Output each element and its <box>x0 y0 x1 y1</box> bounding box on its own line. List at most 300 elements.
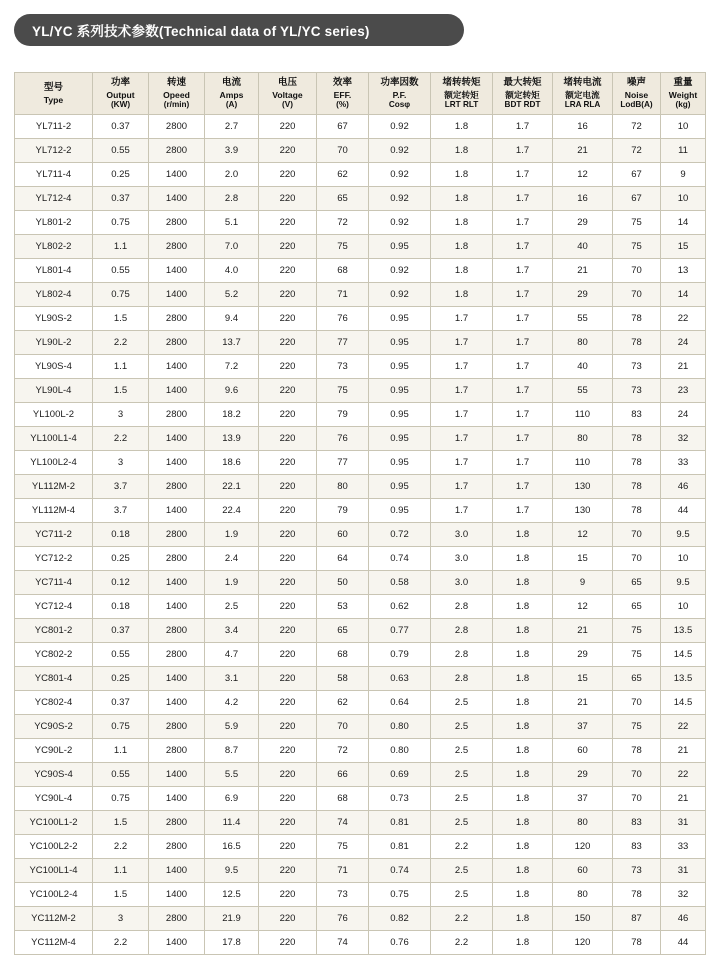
table-cell: 2800 <box>149 835 205 859</box>
table-cell: 77 <box>317 331 369 355</box>
table-cell: 220 <box>259 763 317 787</box>
column-header-en: Weight <box>668 89 698 100</box>
cell-model: YL712-4 <box>15 187 93 211</box>
table-cell: 67 <box>613 187 661 211</box>
table-cell: 72 <box>613 139 661 163</box>
table-cell: 0.25 <box>93 163 149 187</box>
table-cell: 62 <box>317 691 369 715</box>
table-cell: 1.1 <box>93 739 149 763</box>
table-cell: 0.75 <box>369 883 431 907</box>
table-cell: 2800 <box>149 619 205 643</box>
table-row <box>15 403 706 427</box>
column-header-unit: (%) <box>336 100 349 110</box>
table-cell: 1.8 <box>493 787 553 811</box>
table-cell: 220 <box>259 139 317 163</box>
table-cell: 4.2 <box>205 691 259 715</box>
column-header-10 <box>613 73 661 115</box>
table-cell: 220 <box>259 187 317 211</box>
table-row <box>15 331 706 355</box>
table-cell: 1.7 <box>431 427 493 451</box>
table-row <box>15 427 706 451</box>
table-cell: 2800 <box>149 739 205 763</box>
table-cell: 78 <box>613 499 661 523</box>
table-cell: 68 <box>317 259 369 283</box>
table-cell: 130 <box>553 499 613 523</box>
table-cell: 1.7 <box>431 379 493 403</box>
column-header-4 <box>259 73 317 115</box>
table-cell: 1.8 <box>431 163 493 187</box>
table-row <box>15 355 706 379</box>
table-cell: 2800 <box>149 523 205 547</box>
table-cell: 1.1 <box>93 235 149 259</box>
table-cell: 0.95 <box>369 475 431 499</box>
table-row <box>15 763 706 787</box>
table-row <box>15 931 706 955</box>
table-cell: 70 <box>613 691 661 715</box>
table-cell: 70 <box>613 547 661 571</box>
table-cell: 0.80 <box>369 739 431 763</box>
table-cell: 15 <box>661 235 706 259</box>
table-cell: 75 <box>613 715 661 739</box>
table-row <box>15 499 706 523</box>
table-cell: 0.37 <box>93 187 149 211</box>
table-cell: 220 <box>259 859 317 883</box>
column-header-cn: 型号 <box>43 82 63 93</box>
table-cell: 7.0 <box>205 235 259 259</box>
table-cell: 87 <box>613 907 661 931</box>
cell-model: YL90S-2 <box>15 307 93 331</box>
column-header-en: Noise <box>624 89 649 100</box>
table-cell: 78 <box>613 739 661 763</box>
table-cell: 10 <box>661 115 706 139</box>
table-cell: 1.5 <box>93 307 149 331</box>
table-cell: 3.9 <box>205 139 259 163</box>
column-header-unit: (A) <box>225 100 238 110</box>
table-cell: 1400 <box>149 427 205 451</box>
table-cell: 220 <box>259 115 317 139</box>
column-header-7 <box>431 73 493 115</box>
table-cell: 4.0 <box>205 259 259 283</box>
table-cell: 1400 <box>149 931 205 955</box>
table-cell: 220 <box>259 595 317 619</box>
table-cell: 1.7 <box>431 355 493 379</box>
column-header-cn: 电流 <box>221 77 241 88</box>
table-cell: 12 <box>553 523 613 547</box>
table-cell: 2.0 <box>205 163 259 187</box>
table-cell: 1.8 <box>493 691 553 715</box>
table-cell: 2.2 <box>93 835 149 859</box>
table-cell: 1.8 <box>493 907 553 931</box>
table-cell: 78 <box>613 427 661 451</box>
table-cell: 72 <box>317 739 369 763</box>
table-cell: 1.8 <box>493 547 553 571</box>
table-cell: 75 <box>613 211 661 235</box>
table-cell: 220 <box>259 787 317 811</box>
table-cell: 2.5 <box>431 811 493 835</box>
table-cell: 68 <box>317 643 369 667</box>
table-cell: 2.2 <box>431 931 493 955</box>
table-row <box>15 907 706 931</box>
table-cell: 2800 <box>149 643 205 667</box>
table-cell: 68 <box>317 787 369 811</box>
column-header-en: 额定转矩 <box>444 89 479 100</box>
table-cell: 13.5 <box>661 619 706 643</box>
table-cell: 1.7 <box>431 451 493 475</box>
cell-model: YC712-4 <box>15 595 93 619</box>
table-cell: 21 <box>553 619 613 643</box>
table-cell: 76 <box>317 307 369 331</box>
table-cell: 3.0 <box>431 547 493 571</box>
table-cell: 1.8 <box>493 763 553 787</box>
table-cell: 37 <box>553 715 613 739</box>
table-cell: 2800 <box>149 211 205 235</box>
cell-model: YC90L-4 <box>15 787 93 811</box>
table-row <box>15 115 706 139</box>
table-cell: 10 <box>661 547 706 571</box>
table-cell: 0.92 <box>369 187 431 211</box>
table-cell: 65 <box>613 595 661 619</box>
table-cell: 75 <box>613 643 661 667</box>
table-cell: 65 <box>613 571 661 595</box>
table-cell: 0.95 <box>369 451 431 475</box>
table-cell: 13.9 <box>205 427 259 451</box>
table-cell: 22 <box>661 763 706 787</box>
table-cell: 1.7 <box>493 379 553 403</box>
table-cell: 74 <box>317 811 369 835</box>
table-cell: 1.7 <box>493 475 553 499</box>
table-cell: 220 <box>259 235 317 259</box>
table-row <box>15 643 706 667</box>
table-cell: 13 <box>661 259 706 283</box>
table-cell: 14 <box>661 283 706 307</box>
table-cell: 1.7 <box>493 499 553 523</box>
table-cell: 3.7 <box>93 499 149 523</box>
table-cell: 1.8 <box>431 259 493 283</box>
table-cell: 1.7 <box>493 187 553 211</box>
table-cell: 3.4 <box>205 619 259 643</box>
cell-model: YL802-4 <box>15 283 93 307</box>
table-cell: 0.37 <box>93 691 149 715</box>
table-cell: 2.2 <box>431 907 493 931</box>
cell-model: YC90S-4 <box>15 763 93 787</box>
table-cell: 24 <box>661 331 706 355</box>
table-row <box>15 667 706 691</box>
cell-model: YL112M-4 <box>15 499 93 523</box>
table-cell: 1400 <box>149 595 205 619</box>
table-row <box>15 739 706 763</box>
table-cell: 0.92 <box>369 259 431 283</box>
table-cell: 1400 <box>149 763 205 787</box>
table-cell: 120 <box>553 835 613 859</box>
table-cell: 17.8 <box>205 931 259 955</box>
cell-model: YL802-2 <box>15 235 93 259</box>
table-cell: 220 <box>259 715 317 739</box>
table-cell: 220 <box>259 163 317 187</box>
table-cell: 0.74 <box>369 547 431 571</box>
table-cell: 18.6 <box>205 451 259 475</box>
title-pill <box>14 14 464 46</box>
column-header-unit: (r/min) <box>163 100 190 110</box>
table-cell: 0.55 <box>93 763 149 787</box>
table-cell: 8.7 <box>205 739 259 763</box>
table-cell: 77 <box>317 451 369 475</box>
table-cell: 0.75 <box>93 787 149 811</box>
column-header-unit: Cosφ <box>388 100 411 110</box>
table-cell: 22 <box>661 715 706 739</box>
table-cell: 0.12 <box>93 571 149 595</box>
table-cell: 21 <box>661 739 706 763</box>
table-cell: 73 <box>613 379 661 403</box>
table-cell: 0.55 <box>93 259 149 283</box>
table-cell: 4.7 <box>205 643 259 667</box>
table-cell: 2.5 <box>431 763 493 787</box>
table-row <box>15 571 706 595</box>
table-cell: 64 <box>317 547 369 571</box>
column-header-en: Opeed <box>163 89 190 100</box>
table-cell: 0.75 <box>93 211 149 235</box>
table-cell: 2.5 <box>431 691 493 715</box>
table-cell: 70 <box>613 763 661 787</box>
table-cell: 83 <box>613 835 661 859</box>
table-cell: 0.69 <box>369 763 431 787</box>
table-cell: 220 <box>259 523 317 547</box>
table-cell: 76 <box>317 907 369 931</box>
table-cell: 1400 <box>149 859 205 883</box>
table-cell: 1.8 <box>493 571 553 595</box>
table-cell: 1400 <box>149 499 205 523</box>
column-header-1 <box>93 73 149 115</box>
table-cell: 220 <box>259 427 317 451</box>
table-cell: 15 <box>553 547 613 571</box>
cell-model: YC711-2 <box>15 523 93 547</box>
table-cell: 1.8 <box>493 931 553 955</box>
table-cell: 1.8 <box>431 139 493 163</box>
table-cell: 0.79 <box>369 643 431 667</box>
table-cell: 2.5 <box>431 883 493 907</box>
table-cell: 22.1 <box>205 475 259 499</box>
table-cell: 0.95 <box>369 307 431 331</box>
table-cell: 1400 <box>149 163 205 187</box>
table-cell: 1.8 <box>493 667 553 691</box>
table-cell: 79 <box>317 403 369 427</box>
table-row <box>15 619 706 643</box>
table-cell: 40 <box>553 355 613 379</box>
table-cell: 46 <box>661 907 706 931</box>
table-cell: 70 <box>317 139 369 163</box>
table-cell: 2.2 <box>93 427 149 451</box>
table-cell: 0.62 <box>369 595 431 619</box>
table-cell: 1.8 <box>431 235 493 259</box>
cell-model: YL801-4 <box>15 259 93 283</box>
table-cell: 70 <box>317 715 369 739</box>
column-header-2 <box>149 73 205 115</box>
table-cell: 5.1 <box>205 211 259 235</box>
table-cell: 1.8 <box>493 715 553 739</box>
column-header-cn: 噪声 <box>626 77 646 88</box>
table-cell: 9 <box>553 571 613 595</box>
table-cell: 14.5 <box>661 691 706 715</box>
cell-model: YC90L-2 <box>15 739 93 763</box>
cell-model: YL100L1-4 <box>15 427 93 451</box>
table-cell: 1.8 <box>431 115 493 139</box>
table-cell: 220 <box>259 739 317 763</box>
cell-model: YL100L-2 <box>15 403 93 427</box>
table-row <box>15 307 706 331</box>
cell-model: YL711-2 <box>15 115 93 139</box>
table-cell: 1.7 <box>493 403 553 427</box>
table-row <box>15 523 706 547</box>
table-cell: 31 <box>661 811 706 835</box>
table-cell: 50 <box>317 571 369 595</box>
table-cell: 44 <box>661 931 706 955</box>
cell-model: YL100L2-4 <box>15 451 93 475</box>
table-cell: 60 <box>317 523 369 547</box>
table-cell: 1.9 <box>205 571 259 595</box>
table-cell: 2800 <box>149 307 205 331</box>
column-header-en: Output <box>106 89 135 100</box>
table-cell: 1400 <box>149 667 205 691</box>
table-cell: 9.5 <box>661 523 706 547</box>
table-cell: 220 <box>259 835 317 859</box>
table-cell: 1.8 <box>493 811 553 835</box>
table-cell: 75 <box>317 379 369 403</box>
table-row <box>15 859 706 883</box>
table-cell: 220 <box>259 259 317 283</box>
table-cell: 1.9 <box>205 523 259 547</box>
table-cell: 0.18 <box>93 523 149 547</box>
table-cell: 3 <box>93 403 149 427</box>
table-cell: 1400 <box>149 571 205 595</box>
table-cell: 0.72 <box>369 523 431 547</box>
table-cell: 1400 <box>149 355 205 379</box>
column-header-unit: (kg) <box>675 100 691 110</box>
table-row <box>15 811 706 835</box>
table-cell: 29 <box>553 211 613 235</box>
table-cell: 2.2 <box>93 931 149 955</box>
cell-model: YL112M-2 <box>15 475 93 499</box>
table-cell: 1.5 <box>93 811 149 835</box>
column-header-en: P.F. <box>392 89 407 100</box>
table-cell: 75 <box>613 235 661 259</box>
table-cell: 2.2 <box>93 331 149 355</box>
table-cell: 1400 <box>149 283 205 307</box>
table-row <box>15 835 706 859</box>
table-cell: 70 <box>613 523 661 547</box>
table-cell: 220 <box>259 211 317 235</box>
table-cell: 6.9 <box>205 787 259 811</box>
column-header-0 <box>15 73 93 115</box>
table-cell: 29 <box>553 643 613 667</box>
table-cell: 0.37 <box>93 115 149 139</box>
table-cell: 74 <box>317 931 369 955</box>
table-cell: 0.92 <box>369 283 431 307</box>
table-cell: 72 <box>317 211 369 235</box>
cell-model: YC112M-4 <box>15 931 93 955</box>
table-cell: 67 <box>317 115 369 139</box>
table-cell: 0.80 <box>369 715 431 739</box>
table-cell: 0.64 <box>369 691 431 715</box>
table-cell: 0.92 <box>369 163 431 187</box>
table-cell: 9 <box>661 163 706 187</box>
table-cell: 220 <box>259 811 317 835</box>
table-cell: 0.55 <box>93 643 149 667</box>
table-cell: 1.7 <box>493 427 553 451</box>
cell-model: YL90L-2 <box>15 331 93 355</box>
table-cell: 1.7 <box>493 259 553 283</box>
table-cell: 2.7 <box>205 115 259 139</box>
table-cell: 78 <box>613 451 661 475</box>
table-cell: 15 <box>553 667 613 691</box>
column-header-cn: 重量 <box>673 77 693 88</box>
table-cell: 2800 <box>149 715 205 739</box>
table-cell: 220 <box>259 475 317 499</box>
table-cell: 7.2 <box>205 355 259 379</box>
table-cell: 220 <box>259 883 317 907</box>
table-row <box>15 235 706 259</box>
table-cell: 1.7 <box>493 331 553 355</box>
column-header-unit: LodB(A) <box>620 100 653 110</box>
column-header-en: 额定转矩 <box>505 89 540 100</box>
table-cell: 73 <box>613 355 661 379</box>
table-cell: 220 <box>259 307 317 331</box>
table-cell: 58 <box>317 667 369 691</box>
table-cell: 0.75 <box>93 283 149 307</box>
page-title: YL/YC 系列技术参数(Technical data of YL/YC series) <box>32 24 370 39</box>
table-cell: 0.92 <box>369 211 431 235</box>
table-cell: 0.95 <box>369 499 431 523</box>
table-cell: 1.7 <box>493 163 553 187</box>
table-cell: 1.7 <box>431 403 493 427</box>
table-cell: 21 <box>661 787 706 811</box>
column-header-cn: 功率因数 <box>380 77 419 88</box>
table-cell: 1.8 <box>431 211 493 235</box>
table-cell: 21.9 <box>205 907 259 931</box>
table-cell: 0.25 <box>93 547 149 571</box>
table-cell: 2800 <box>149 139 205 163</box>
table-cell: 120 <box>553 931 613 955</box>
table-cell: 220 <box>259 379 317 403</box>
table-cell: 2.5 <box>431 787 493 811</box>
table-cell: 29 <box>553 763 613 787</box>
column-header-cn: 转速 <box>166 77 186 88</box>
column-header-en: 额定电流 <box>565 89 600 100</box>
table-cell: 2.5 <box>431 859 493 883</box>
table-cell: 220 <box>259 355 317 379</box>
table-cell: 65 <box>317 187 369 211</box>
table-cell: 3 <box>93 451 149 475</box>
table-row <box>15 139 706 163</box>
table-cell: 150 <box>553 907 613 931</box>
table-cell: 1.7 <box>493 211 553 235</box>
table-cell: 71 <box>317 859 369 883</box>
table-cell: 11.4 <box>205 811 259 835</box>
column-header-6 <box>369 73 431 115</box>
table-row <box>15 715 706 739</box>
table-cell: 0.75 <box>93 715 149 739</box>
column-header-cn: 堵转转矩 <box>442 77 481 88</box>
table-row <box>15 187 706 211</box>
column-header-unit: LRA RLA <box>564 100 601 110</box>
table-cell: 16.5 <box>205 835 259 859</box>
table-cell: 2800 <box>149 475 205 499</box>
table-cell: 13.7 <box>205 331 259 355</box>
table-header-row <box>15 73 706 115</box>
table-cell: 9.5 <box>205 859 259 883</box>
table-cell: 14.5 <box>661 643 706 667</box>
table-cell: 3.7 <box>93 475 149 499</box>
table-cell: 44 <box>661 499 706 523</box>
table-cell: 70 <box>613 283 661 307</box>
